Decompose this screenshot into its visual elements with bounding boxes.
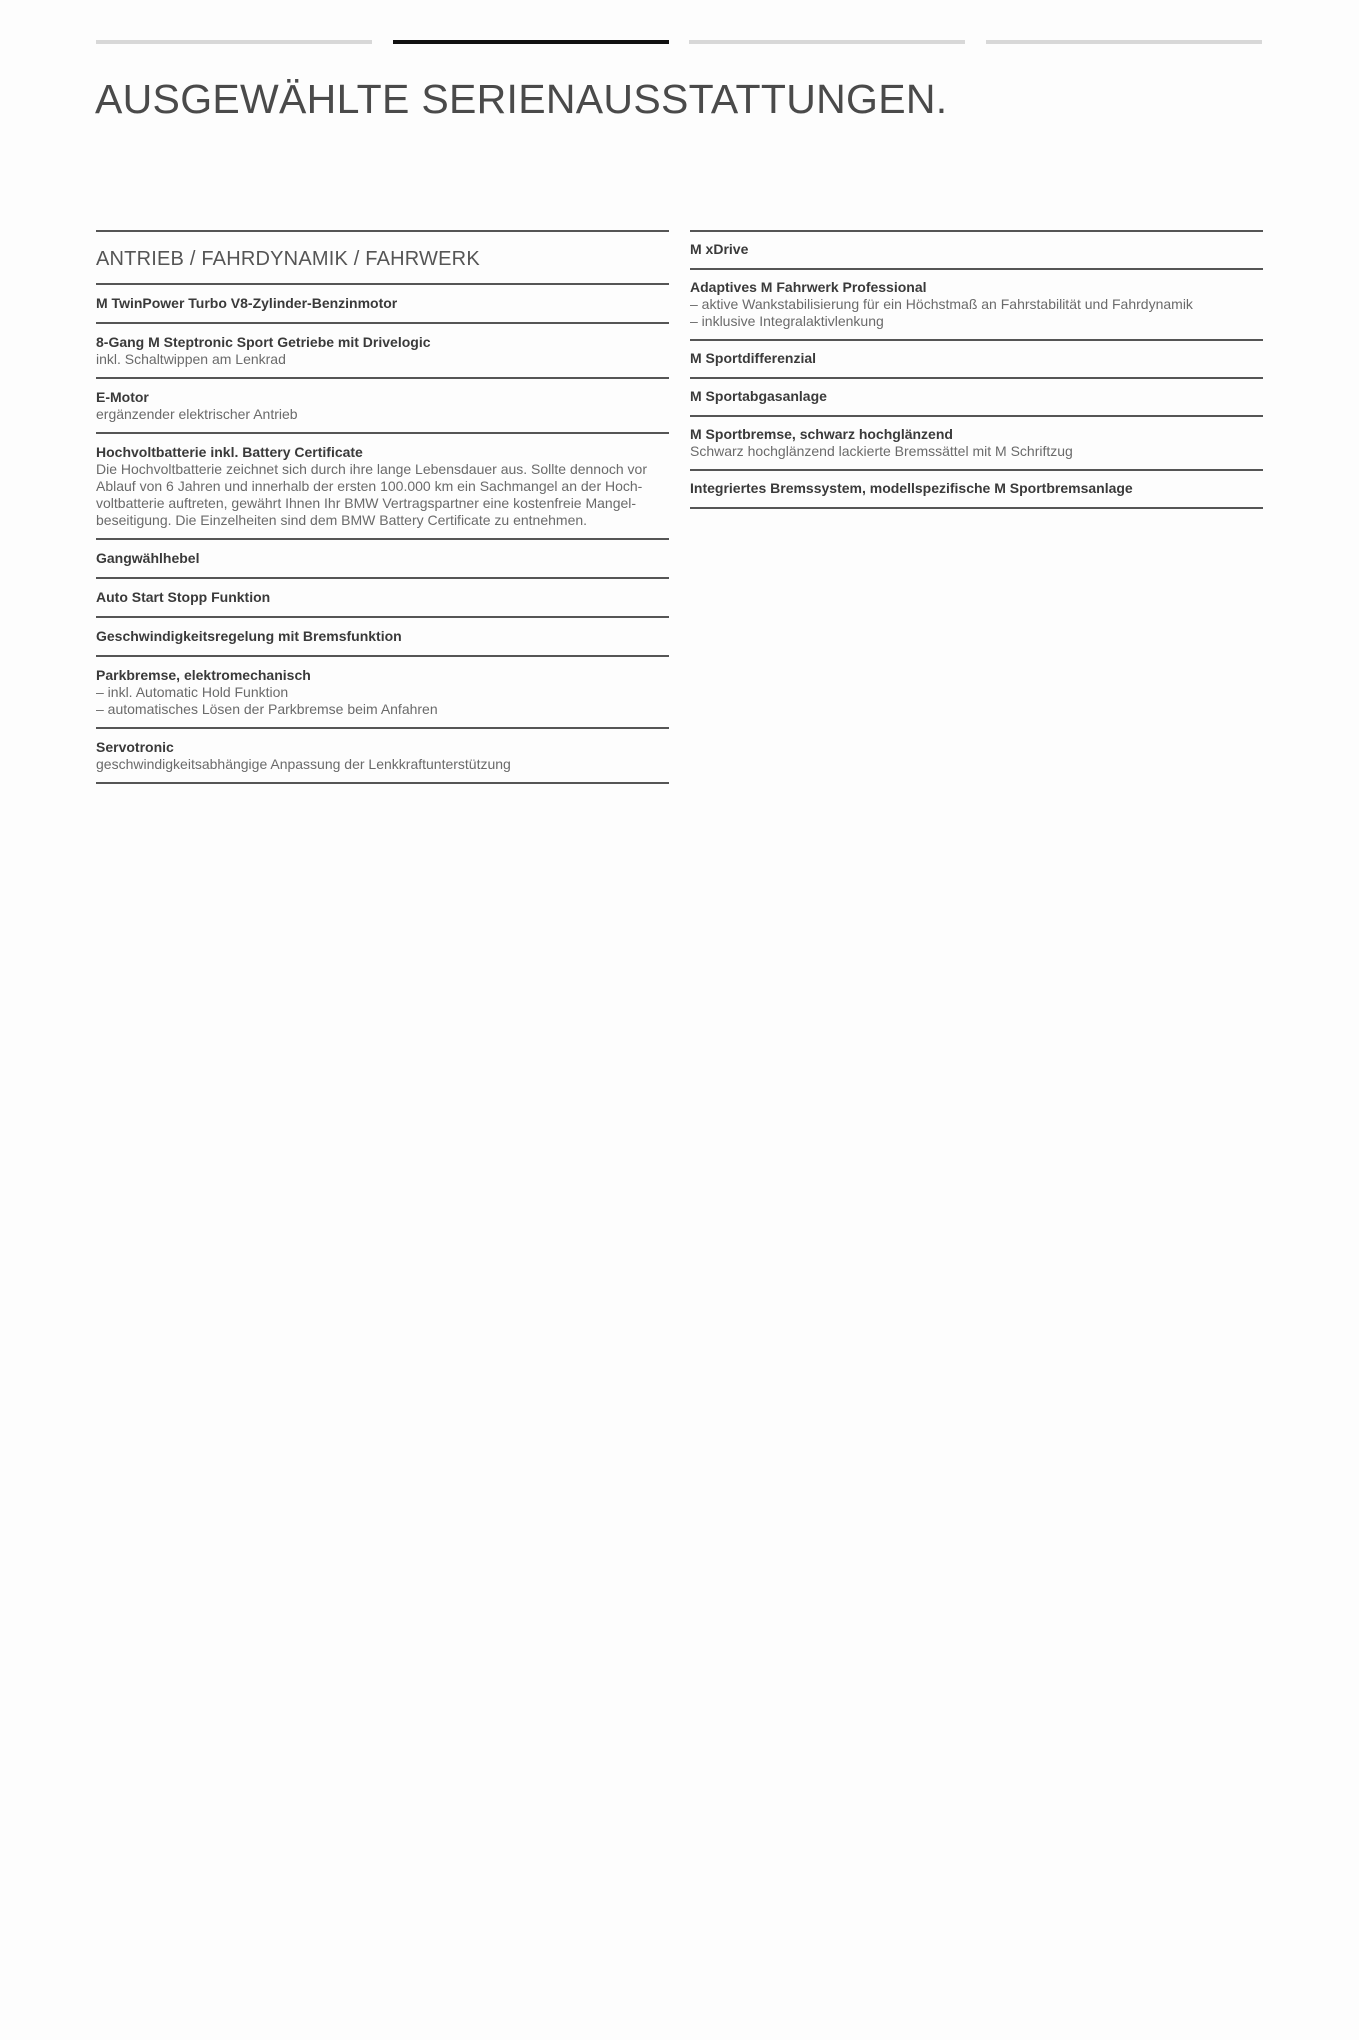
page-progress-tabs (96, 40, 1262, 44)
feature-title: Geschwindigkeitsregelung mit Bremsfunktion (96, 628, 402, 644)
feature-item (690, 379, 1263, 417)
page-tab-1 (96, 40, 372, 44)
feature-description: Schwarz hochglänzend lackierte Bremssättel mit M Schriftzug (690, 443, 1073, 459)
feature-item (96, 379, 669, 434)
feature-description: Die Hochvoltbatterie zeichnet sich durch ihre lange Lebensdauer aus. Sollte dennoch vor Ablauf von 6 Jahren und innerhalb der ersten 100.000 km ein Sachmangel an der Hoch- voltbatterie auftreten, gewährt Ihnen Ihr BMW Vertragspartner eine kostenfreie Mangel- beseitigung. Die Einzelheiten sind dem BMW Battery Certificate zu entnehmen. (96, 461, 648, 528)
left-column (96, 230, 669, 784)
feature-bullet: – inkl. Automatic Hold Funktion (96, 684, 289, 700)
feature-item (96, 285, 669, 324)
feature-item (96, 540, 669, 579)
feature-title: M xDrive (690, 241, 749, 257)
feature-item (690, 417, 1263, 471)
feature-item (96, 618, 669, 657)
feature-item (96, 657, 669, 729)
feature-title: M Sportbremse, schwarz hochglänzend (690, 426, 953, 442)
feature-title: Parkbremse, elektromechanisch (96, 667, 311, 683)
feature-title: M TwinPower Turbo V8-Zylinder-Benzinmotor (96, 295, 398, 311)
feature-title: Adaptives M Fahrwerk Professional (690, 279, 927, 295)
feature-item (690, 232, 1263, 270)
feature-item (96, 434, 669, 540)
feature-title: E-Motor (96, 389, 149, 405)
feature-item (690, 341, 1263, 379)
feature-description: geschwindigkeitsabhängige Anpassung der Lenkkraftunterstützung (96, 756, 511, 772)
feature-item (690, 270, 1263, 341)
feature-title: Hochvoltbatterie inkl. Battery Certificate (96, 444, 363, 460)
feature-bullet: – aktive Wankstabilisierung für ein Höchstmaß an Fahrstabilität und Fahrdynamik (690, 296, 1193, 312)
feature-bullet: – inklusive Integralaktivlenkung (690, 313, 884, 329)
feature-title: 8-Gang M Steptronic Sport Getriebe mit Drivelogic (96, 334, 431, 350)
page-tab-3 (689, 40, 965, 44)
feature-item (96, 579, 669, 618)
feature-bullet: – automatisches Lösen der Parkbremse beim Anfahren (96, 701, 438, 717)
page-title: AUSGEWÄHLTE SERIENAUSSTATTUNGEN. (95, 76, 948, 122)
section-heading: ANTRIEB / FAHRDYNAMIK / FAHRWERK (96, 232, 669, 285)
page-tab-2-active (393, 40, 669, 44)
feature-title: Gangwählhebel (96, 550, 200, 566)
feature-title: Servotronic (96, 739, 174, 755)
feature-title: M Sportabgasanlage (690, 388, 827, 404)
feature-item (690, 471, 1263, 509)
right-column (690, 230, 1263, 509)
page-tab-4 (986, 40, 1262, 44)
feature-description: inkl. Schaltwippen am Lenkrad (96, 351, 286, 367)
feature-title: M Sportdifferenzial (690, 350, 817, 366)
feature-item (96, 729, 669, 784)
feature-description: ergänzender elektrischer Antrieb (96, 406, 298, 422)
feature-item (96, 324, 669, 379)
feature-title: Integriertes Bremssystem, modellspezifische M Sportbremsanlage (690, 480, 1133, 496)
feature-title: Auto Start Stopp Funktion (96, 589, 271, 605)
